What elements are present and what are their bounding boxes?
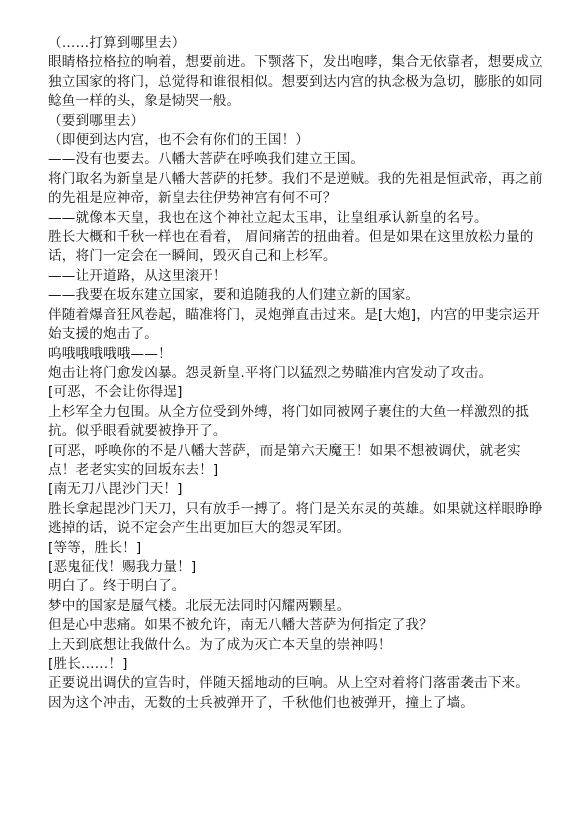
paragraph: 因为这个冲击，无数的士兵被弹开了，千秋他们也被弹开，撞上了墙。 [48,694,475,711]
paragraph: [可恶，不会让你得逞] [48,384,183,401]
paragraph: （即便到达内宫，也不会有你们的王国！） [48,132,310,149]
paragraph: ——我要在坂东建立国家，要和追随我的人们建立新的国家。 [48,287,420,304]
paragraph: （要到哪里去） [48,112,145,129]
paragraph: 炮击让将门愈发凶暴。怨灵新皇.平将门以猛烈之势瞄准内宫发动了攻击。 [48,364,493,381]
paragraph: 伴随着爆音狂风卷起，瞄准将门，灵炮弹直击过来。是[大炮]，内宫的甲斐宗运开始支援的炮击了。 [48,306,540,343]
paragraph: [胜长……！] [48,656,128,672]
paragraph: 正要说出调伏的宣告时，伴随天摇地动的巨响。从上空对着将门落雷袭击下来。 [48,675,530,692]
paragraph: 明白了。终于明白了。 [48,578,186,595]
novel-text-body [48,34,548,713]
paragraph: [恶鬼征伐！赐我力量！] [48,558,197,575]
paragraph: ——就像本天皇，我也在这个神社立起太玉串，让皇组承认新皇的名号。 [48,209,488,226]
paragraph: 梦中的国家是蜃气楼。北辰无法同时闪耀两颗星。 [48,597,351,614]
paragraph: [南无刀八毘沙门天！] [48,481,183,498]
paragraph: 呜哦哦哦哦哦——！ [48,345,172,362]
paragraph: 胜长大概和千秋一样也在看着， 眉间痛苦的扭曲着。但是如果在这里放松力量的话，将门一定会在一瞬间，毁灭自己和上杉军。 [48,229,534,265]
paragraph: 但是心中悲痛。如果不被允许，南无八幡大菩萨为何指定了我？ [48,617,433,634]
paragraph: 将门取名为新皇是八幡大菩萨的托梦。我们不是逆贼。我的先祖是恒武帝，再之前的先祖是应神帝，新皇去往伊势神宫有何不可？ [48,170,543,207]
paragraph: ——让开道路，从这里滚开！ [48,267,227,284]
paragraph: ——没有也要去。八幡大菩萨在呼唤我们建立王国。 [48,151,365,168]
paragraph: （……打算到哪里去） [48,35,186,51]
paragraph: [可恶，呼唤你的不是八幡大菩萨，而是第六天魔王！如果不想被调伏，就老实点！老老实实的回坂东去！] [48,442,521,478]
paragraph: 眼睛格拉格拉的响着，想要前进。下颚落下，发出咆哮，集合无依靠者，想要成立独立国家的将门，总觉得和谁很相似。想要到达内宫的执念极为急切，膨胀的如同鲶鱼一样的头，象是恸哭一般。 [48,54,543,110]
paragraph: 上天到底想让我做什么。为了成为灭亡本天皇的崇神吗！ [48,636,392,653]
paragraph: 上杉军全力包围。从全方位受到外缚，将门如同被网子裹住的大鱼一样激烈的抵抗。似乎眼看就要被挣开了。 [48,403,530,440]
paragraph: [等等，胜长！] [48,539,142,556]
paragraph: 胜长拿起毘沙门天刀，只有放手一搏了。将门是关东灵的英雄。如果就这样眼睁睁逃掉的话，说不定会产生出更加巨大的怨灵军团。 [48,500,543,537]
